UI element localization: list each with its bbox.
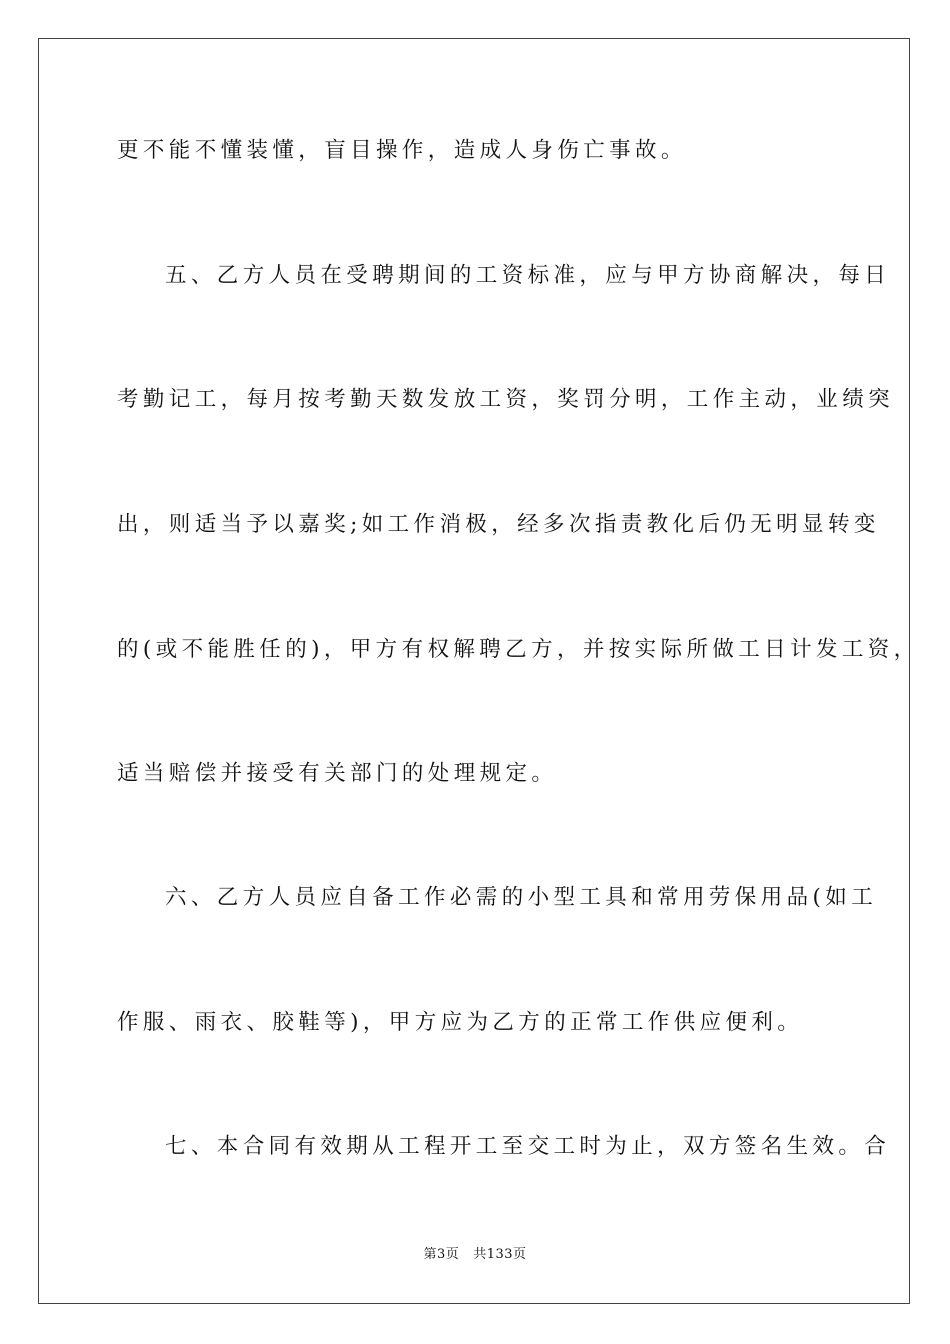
text-line-6: 适当赔偿并接受有关部门的处理规定。 [117, 761, 558, 786]
text-line-9: 七、本合同有效期从工程开工至交工时为止，双方签名生效。合 [165, 1134, 891, 1159]
page-frame [38, 38, 920, 1304]
text-line-3: 考勤记工，每月按考勤天数发放工资，奖罚分明，工作主动，业绩突 [117, 387, 895, 412]
text-line-8: 作服、雨衣、胶鞋等)，甲方应为乙方的正常工作供应便利。 [117, 1010, 804, 1035]
text-line-5: 的(或不能胜任的)，甲方有权解聘乙方，并按实际所做工日计发工资， [117, 637, 920, 662]
text-line-7: 六、乙方人员应自备工作必需的小型工具和常用劳保用品(如工 [165, 885, 878, 910]
text-line-2: 五、乙方人员在受聘期间的工资标准，应与甲方协商解决，每日 [165, 263, 891, 288]
page-total: 共133页 [473, 1247, 527, 1262]
text-line-1: 更不能不懂装懂，盲目操作，造成人身伤亡事故。 [117, 138, 687, 163]
page-footer [0, 1246, 950, 1264]
page-number: 第3页 [423, 1247, 460, 1262]
text-line-4: 出，则适当予以嘉奖;如工作消极，经多次指责教化后仍无明显转变 [117, 512, 880, 537]
